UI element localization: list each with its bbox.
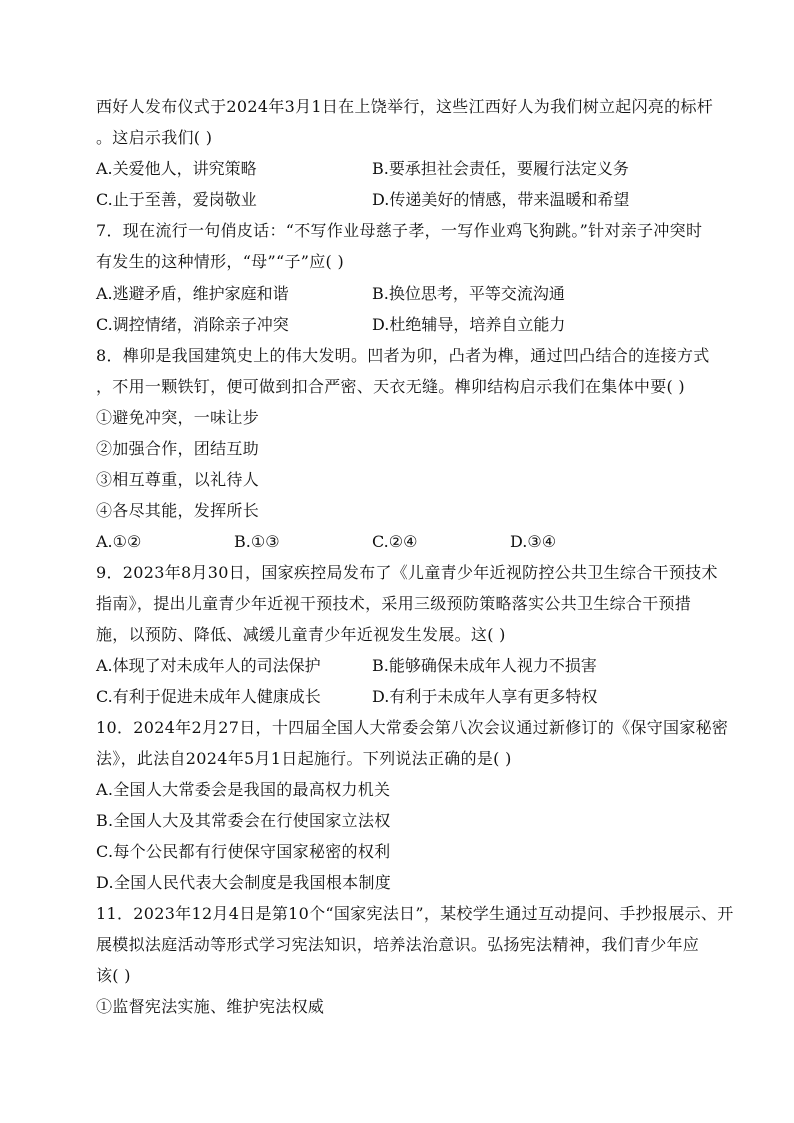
q7-option-d: D.杜绝辅导，培养自立能力: [372, 315, 566, 334]
q6-option-b: B.要承担社会责任，要履行法定义务: [372, 159, 629, 178]
q10-option-a: A.全国人大常委会是我国的最高权力机关: [96, 780, 391, 799]
q6-option-a: A.关爱他人，讲究策略: [96, 159, 257, 178]
q8-statement-1: ①避免冲突，一味让步: [96, 408, 260, 427]
q7-option-a: A.逃避矛盾，维护家庭和谐: [96, 284, 289, 303]
q9-option-d: D.有利于未成年人享有更多特权: [372, 687, 598, 706]
q7-stem-line-2: 有发生的这种情形，“母”“子”应( ): [96, 252, 344, 271]
q10-stem-line-1: 10．2024年2月27日，十四届全国人大常委会第八次会议通过新修订的《保守国家秘密: [96, 718, 729, 737]
q9-stem-line-1: 9．2023年8月30日，国家疾控局发布了《儿童青少年近视防控公共卫生综合干预技术: [96, 563, 718, 582]
q7-option-c: C.调控情绪，消除亲子冲突: [96, 315, 289, 334]
q10-option-b: B.全国人大及其常委会在行使国家立法权: [96, 811, 391, 830]
q8-option-a: A.①②: [96, 532, 142, 551]
q11-statement-1: ①监督宪法实施、维护宪法权威: [96, 997, 325, 1016]
q6-option-d: D.传递美好的情感，带来温暖和希望: [372, 190, 630, 209]
q8-option-b: B.①③: [234, 532, 280, 551]
q8-option-c: C.②④: [372, 532, 418, 551]
q7-stem-line-1: 7．现在流行一句俏皮话：“不写作业母慈子孝，一写作业鸡飞狗跳。”针对亲子冲突时: [96, 221, 703, 240]
q9-option-c: C.有利于促进未成年人健康成长: [96, 687, 321, 706]
q7-option-b: B.换位思考，平等交流沟通: [372, 284, 565, 303]
q8-stem-line-2: ，不用一颗铁钉，便可做到扣合严密、天衣无缝。榫卯结构启示我们在集体中要( ): [96, 377, 685, 396]
q8-statement-2: ②加强合作，团结互助: [96, 439, 260, 458]
q11-stem-line-1: 11．2023年12月4日是第10个“国家宪法日”，某校学生通过互动提问、手抄报展示、开: [96, 904, 734, 923]
q9-stem-line-2: 指南》，提出儿童青少年近视干预技术，采用三级预防策略落实公共卫生综合干预措: [96, 594, 692, 613]
q11-stem-line-2: 展模拟法庭活动等形式学习宪法知识，培养法治意识。弘扬宪法精神，我们青少年应: [96, 935, 700, 954]
q6-stem-line-2: 。这启示我们( ): [96, 128, 213, 147]
q9-option-a: A.体现了对未成年人的司法保护: [96, 656, 321, 675]
q10-option-d: D.全国人民代表大会制度是我国根本制度: [96, 873, 392, 892]
q8-statement-4: ④各尽其能，发挥所长: [96, 501, 260, 520]
q9-stem-line-3: 施，以预防、降低、减缓儿童青少年近视发生发展。这( ): [96, 625, 506, 644]
q8-stem-line-1: 8．榫卯是我国建筑史上的伟大发明。凹者为卯，凸者为榫，通过凹凸结合的连接方式: [96, 346, 710, 365]
q10-option-c: C.每个公民都有行使保守国家秘密的权利: [96, 842, 391, 861]
q9-option-b: B.能够确保未成年人视力不损害: [372, 656, 597, 675]
q11-stem-line-3: 该( ): [96, 966, 131, 985]
q8-statement-3: ③相互尊重，以礼待人: [96, 470, 260, 489]
q6-stem-line-1: 西好人发布仪式于2024年3月1日在上饶举行，这些江西好人为我们树立起闪亮的标杆: [96, 97, 714, 116]
q10-stem-line-2: 法》，此法自2024年5月1日起施行。下列说法正确的是( ): [96, 749, 512, 768]
q8-option-d: D.③④: [510, 532, 557, 551]
q6-option-c: C.止于至善，爱岗敬业: [96, 190, 257, 209]
